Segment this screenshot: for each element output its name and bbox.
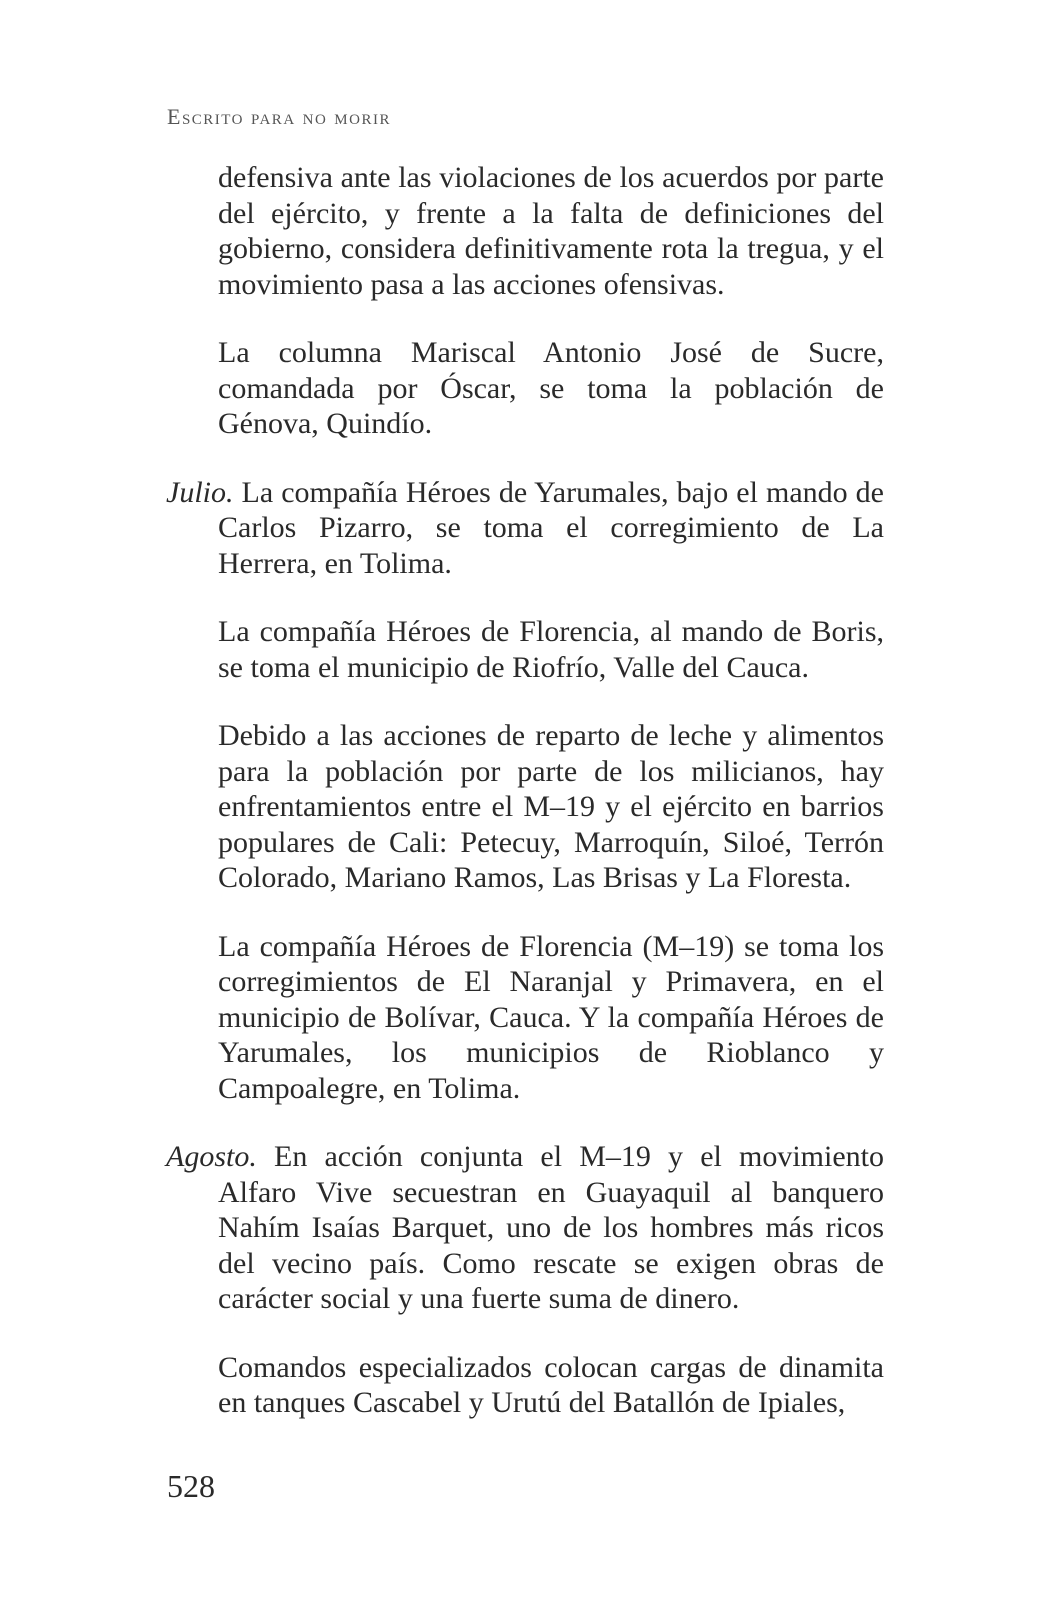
paragraph xyxy=(218,718,884,896)
paragraph-text: En acción conjunta el M–19 y el movimiento Alfaro Vive secuestran en Guayaquil al banquero Nahím Isaías Barquet, uno de los hombres más ricos del vecino país. Como rescate se exigen obras de carácter social y una fuerte suma de dinero. xyxy=(218,1140,884,1315)
dated-entry-julio xyxy=(166,475,884,582)
entry-month-label: Julio. xyxy=(166,475,234,509)
paragraph xyxy=(218,614,884,685)
dated-entry-agosto xyxy=(166,1139,884,1317)
body-text xyxy=(166,160,884,1421)
paragraph-text: La compañía Héroes de Yarumales, bajo el mando de Carlos Pizarro, se toma el corregimiento de La Herrera, en Tolima. xyxy=(218,475,884,580)
paragraph-text: La compañía Héroes de Florencia (M–19) se toma los corregimientos de El Naranjal y Primavera, en el municipio de Bolívar, Cauca. Y la compañía Héroes de Yarumales, los municipios de Rioblanco y Campoalegre, en Tolima. xyxy=(218,929,884,1105)
entry-month-label: Agosto. xyxy=(166,1140,257,1173)
paragraph xyxy=(218,335,884,442)
paragraph xyxy=(218,1350,884,1421)
paragraph-text: La columna Mariscal Antonio José de Sucre, comandada por Óscar, se toma la población de Génova, Quindío. xyxy=(218,336,884,440)
paragraph-text: Comandos especializados colocan cargas de dinamita en tanques Cascabel y Urutú del Batallón de Ipiales, xyxy=(218,1350,884,1419)
paragraph-text: defensiva ante las violaciones de los acuerdos por parte del ejército, y frente a la falta de definiciones del gobierno, considera definitivamente rota la tregua, y el movimiento pasa a las acciones ofensivas. xyxy=(218,161,884,301)
paragraph xyxy=(218,160,884,302)
paragraph-text: La compañía Héroes de Florencia, al mando de Boris, se toma el municipio de Riofrío, Valle del Cauca. xyxy=(218,615,884,684)
paragraph xyxy=(218,929,884,1107)
page-number: 528 xyxy=(167,1468,215,1504)
running-header: Escrito para no morir xyxy=(167,104,391,129)
paragraph-text: Debido a las acciones de reparto de leche y alimentos para la población por parte de los milicianos, hay enfrentamientos entre el M–19 y el ejército en barrios populares de Cali: Petecuy, Marroquín, Siloé, Terrón Colorado, Mariano Ramos, Las Brisas y La Floresta. xyxy=(218,719,884,894)
